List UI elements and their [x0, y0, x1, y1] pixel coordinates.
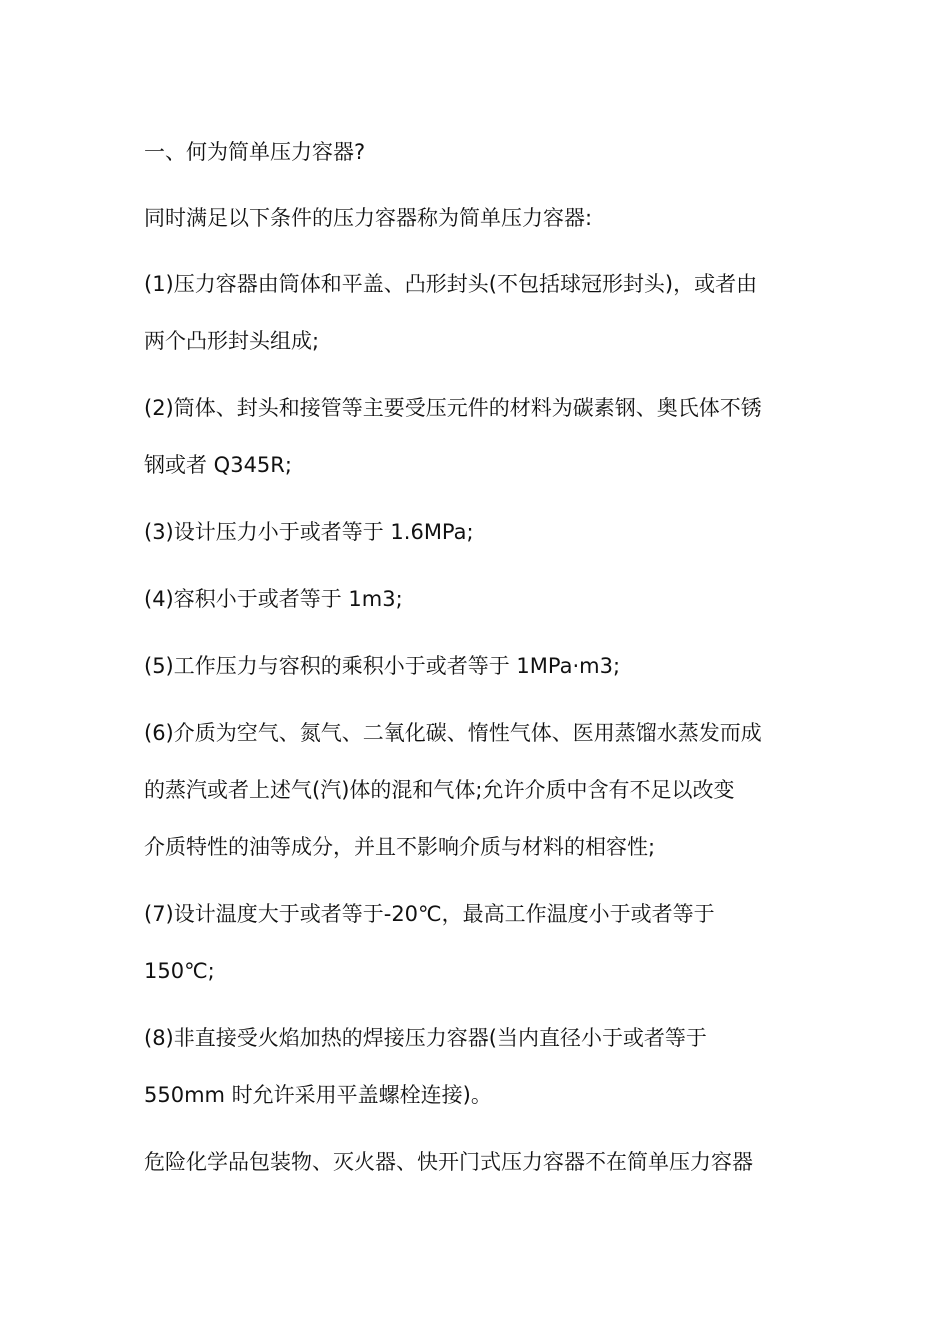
item-3: (3)设计压力小于或者等于 1.6MPa;	[144, 520, 474, 544]
item-1-line-1: (1)压力容器由筒体和平盖、凸形封头(不包括球冠形封头)，或者由	[144, 272, 758, 296]
item-2-line-2: 钢或者 Q345R;	[144, 453, 292, 477]
item-8-line-1: (8)非直接受火焰加热的焊接压力容器(当内直径小于或者等于	[144, 1026, 707, 1050]
item-6-line-3: 介质特性的油等成分，并且不影响介质与材料的相容性;	[144, 835, 656, 859]
item-2-line-1: (2)筒体、封头和接管等主要受压元件的材料为碳素钢、奥氏体不锈	[144, 396, 762, 420]
closing-paragraph: 危险化学品包装物、灭火器、快开门式压力容器不在简单压力容器	[144, 1150, 753, 1174]
item-6-line-2: 的蒸汽或者上述气(汽)体的混和气体;允许介质中含有不足以改变	[144, 778, 735, 802]
item-1-line-2: 两个凸形封头组成;	[144, 329, 320, 353]
intro-paragraph: 同时满足以下条件的压力容器称为简单压力容器:	[144, 206, 593, 230]
item-7-line-1: (7)设计温度大于或者等于-20℃，最高工作温度小于或者等于	[144, 902, 715, 926]
item-6-line-1: (6)介质为空气、氮气、二氧化碳、惰性气体、医用蒸馏水蒸发而成	[144, 721, 762, 745]
item-8-line-2: 550mm 时允许采用平盖螺栓连接)。	[144, 1083, 492, 1107]
item-5: (5)工作压力与容积的乘积小于或者等于 1MPa·m3;	[144, 654, 621, 678]
item-7-line-2: 150℃;	[144, 959, 215, 983]
item-4: (4)容积小于或者等于 1m3;	[144, 587, 403, 611]
section-heading: 一、何为简单压力容器?	[144, 140, 366, 164]
